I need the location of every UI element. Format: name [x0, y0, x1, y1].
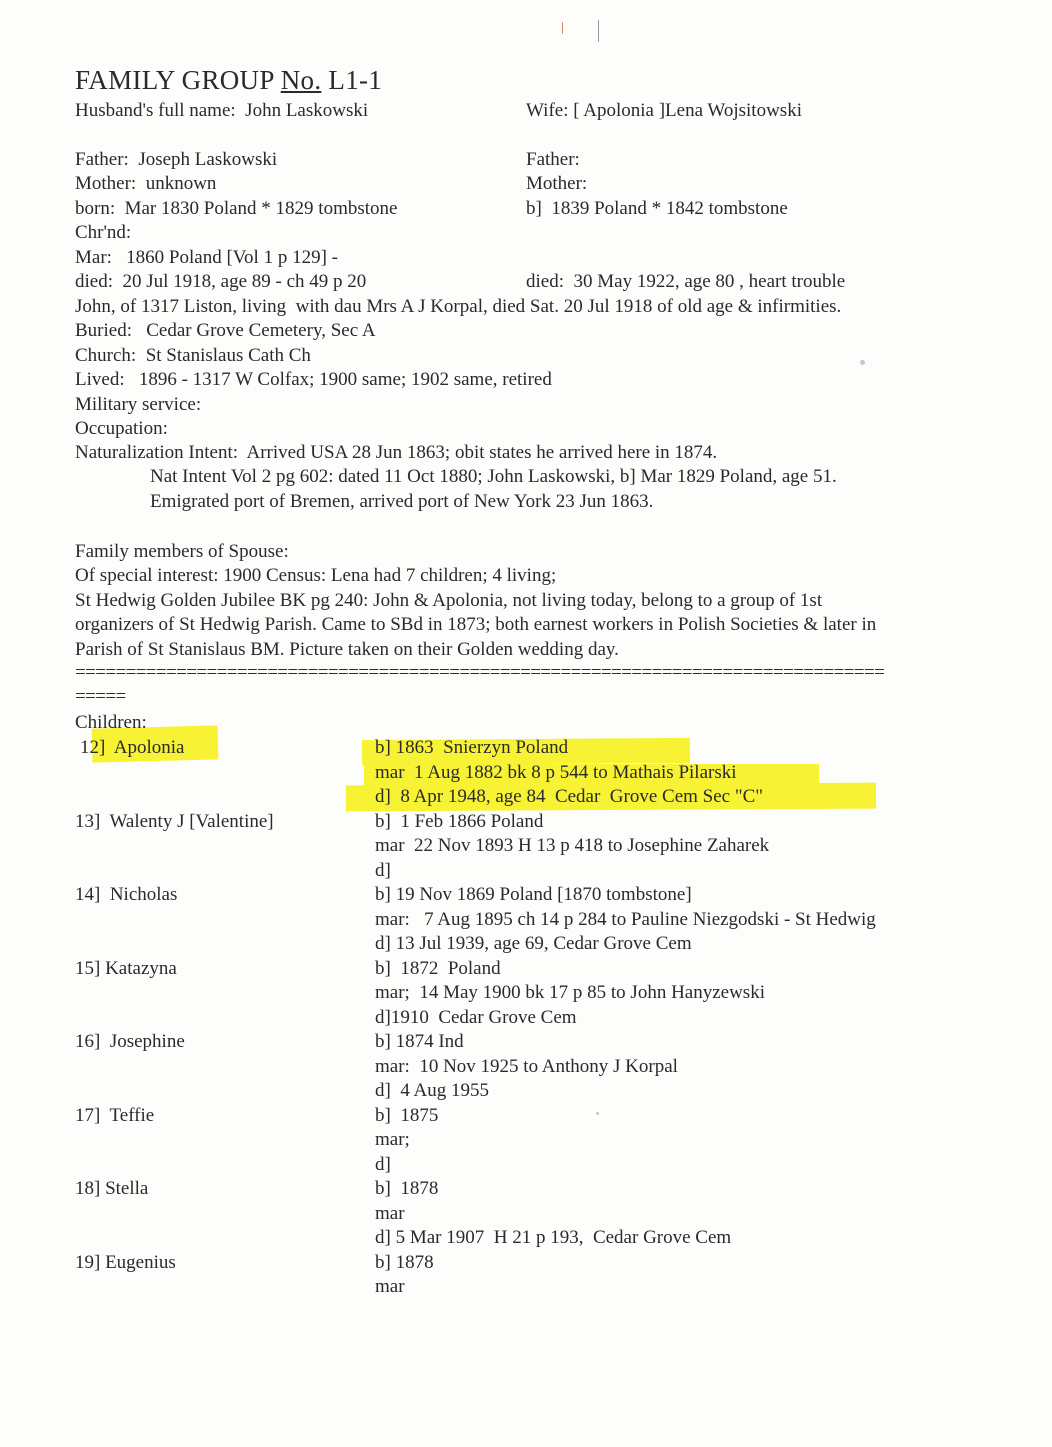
child-detail: b] 1878 [375, 1252, 434, 1273]
child-name: 13] Walenty J [Valentine] [75, 811, 274, 832]
paper-speck [860, 360, 865, 365]
children-heading: Children: [75, 712, 147, 733]
separator-rule: ===== [75, 690, 126, 704]
child-detail: b] 1874 Ind [375, 1031, 464, 1052]
child-detail: b] 1863 Snierzyn Poland [375, 737, 569, 758]
child-detail: d] [375, 1154, 391, 1175]
page-title: FAMILY GROUP No. L1-1 [75, 65, 383, 95]
child-detail: b] 1878 [375, 1178, 439, 1199]
child-detail: d]1910 Cedar Grove Cem [375, 1007, 577, 1028]
title-number-label: No. [280, 65, 322, 95]
emigrated-line: Emigrated port of Bremen, arrived port of New York 23 Jun 1863. [150, 491, 654, 512]
wife-name: Wife: [ Apolonia ]Lena Wojsitowski [526, 100, 802, 121]
child-detail: mar 1 Aug 1882 bk 8 p 544 to Mathais Pilarski [375, 762, 737, 783]
jubilee-line: Parish of St Stanislaus BM. Picture taken on their Golden wedding day. [75, 639, 619, 660]
child-detail: b] 19 Nov 1869 Poland [1870 tombstone] [375, 884, 692, 905]
paper-speck [596, 1112, 599, 1115]
husband-married: Mar: 1860 Poland [Vol 1 p 129] - [75, 247, 338, 268]
husband-father: Father: Joseph Laskowski [75, 149, 278, 170]
nat-intent-line: Nat Intent Vol 2 pg 602: dated 11 Oct 1880; John Laskowski, b] Mar 1829 Poland, age 51. [150, 466, 837, 487]
child-detail: d] [375, 860, 391, 881]
child-name: 16] Josephine [75, 1031, 185, 1052]
pen-mark [598, 20, 599, 42]
wife-mother: Mother: [526, 173, 588, 194]
child-detail: b] 1 Feb 1866 Poland [375, 811, 544, 832]
wife-born: b] 1839 Poland * 1842 tombstone [526, 198, 788, 219]
child-name: 12] Apolonia [80, 737, 185, 758]
military-line: Military service: [75, 394, 202, 415]
child-name: 14] Nicholas [75, 884, 178, 905]
family-members-line: Family members of Spouse: [75, 541, 289, 562]
pen-mark [562, 22, 563, 34]
naturalization-line: Naturalization Intent: Arrived USA 28 Jun 1863; obit states he arrived here in 1874. [75, 442, 718, 463]
child-detail: d] 13 Jul 1939, age 69, Cedar Grove Cem [375, 933, 692, 954]
child-detail: b] 1872 Poland [375, 958, 501, 979]
child-detail: mar: 7 Aug 1895 ch 14 p 284 to Pauline Niezgodski - St Hedwig [375, 909, 876, 930]
child-detail: mar; [375, 1129, 410, 1150]
child-detail: d] 8 Apr 1948, age 84 Cedar Grove Cem Sec "C" [375, 786, 764, 807]
child-name: 18] Stella [75, 1178, 149, 1199]
obituary-text: John, of 1317 Liston, living with dau Mrs A J Korpal, died Sat. 20 Jul 1918 of old age & infirmities. [75, 296, 842, 317]
child-detail: b] 1875 [375, 1105, 439, 1126]
husband-born: born: Mar 1830 Poland * 1829 tombstone [75, 198, 398, 219]
jubilee-line: organizers of St Hedwig Parish. Came to SBd in 1873; both earnest workers in Polish Societies & later in [75, 614, 877, 635]
jubilee-line: St Hedwig Golden Jubilee BK pg 240: John & Apolonia, not living today, belong to a group of 1st [75, 590, 823, 611]
child-detail: mar: 10 Nov 1925 to Anthony J Korpal [375, 1056, 678, 1077]
child-name: 15] Katazyna [75, 958, 177, 979]
child-name: 19] Eugenius [75, 1252, 176, 1273]
child-detail: mar; 14 May 1900 bk 17 p 85 to John Hanyzewski [375, 982, 765, 1003]
occupation-line: Occupation: [75, 418, 168, 439]
child-detail: mar [375, 1276, 405, 1297]
husband-christened: Chr'nd: [75, 222, 132, 243]
buried-line: Buried: Cedar Grove Cemetery, Sec A [75, 320, 376, 341]
husband-died: died: 20 Jul 1918, age 89 - ch 49 p 20 [75, 271, 367, 292]
husband-mother: Mother: unknown [75, 173, 217, 194]
husband-name: Husband's full name: John Laskowski [75, 100, 369, 121]
child-detail: d] 4 Aug 1955 [375, 1080, 489, 1101]
child-detail: mar [375, 1203, 405, 1224]
wife-died: died: 30 May 1922, age 80 , heart trouble [526, 271, 846, 292]
separator-rule: ================================================================================ [75, 666, 885, 680]
special-interest-line: Of special interest: 1900 Census: Lena had 7 children; 4 living; [75, 565, 557, 586]
lived-line: Lived: 1896 - 1317 W Colfax; 1900 same; 1902 same, retired [75, 369, 552, 390]
child-name: 17] Teffie [75, 1105, 155, 1126]
child-detail: mar 22 Nov 1893 H 13 p 418 to Josephine Zaharek [375, 835, 770, 856]
church-line: Church: St Stanislaus Cath Ch [75, 345, 311, 366]
wife-father: Father: [526, 149, 580, 170]
child-detail: d] 5 Mar 1907 H 21 p 193, Cedar Grove Cem [375, 1227, 732, 1248]
